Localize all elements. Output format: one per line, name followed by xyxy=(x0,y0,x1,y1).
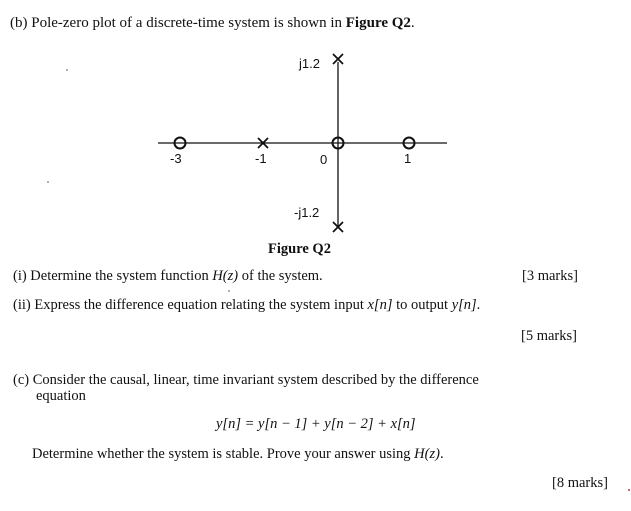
question-i-math: H(z) xyxy=(212,268,239,284)
part-c-determine xyxy=(32,445,444,463)
pole-zero-plot xyxy=(0,0,631,250)
label-zero-pos1: 1 xyxy=(404,151,412,166)
question-ii-suffix: . xyxy=(476,297,481,313)
scan-speck xyxy=(228,290,230,292)
question-i-suffix: of the system. xyxy=(238,268,323,284)
figure-caption: Figure Q2 xyxy=(268,241,331,257)
part-c-determine-math: H(z) xyxy=(414,446,440,462)
question-ii-math-input: x[n] xyxy=(367,297,393,313)
label-top-pole: j1.2 xyxy=(299,56,320,71)
part-c-line1: (c) Consider the causal, linear, time invariant system described by the difference xyxy=(13,372,479,388)
scan-speck xyxy=(628,489,630,491)
label-pole-neg1: -1 xyxy=(255,151,267,166)
question-i xyxy=(13,267,323,285)
figure-reference: Figure Q2 xyxy=(345,15,411,31)
label-zero-neg3: -3 xyxy=(170,151,182,166)
question-ii-middle: to output xyxy=(392,297,452,313)
part-b-intro-suffix: . xyxy=(410,15,415,31)
part-c-determine-suffix: . xyxy=(439,446,444,462)
question-i-text: (i) Determine the system function xyxy=(13,268,213,284)
label-bottom-pole: -j1.2 xyxy=(294,205,320,220)
question-ii-marks: [5 marks] xyxy=(521,328,577,344)
question-ii-text: (ii) Express the difference equation relating the system input xyxy=(13,297,368,313)
scan-speck xyxy=(66,69,68,71)
question-ii-math-output: y[n] xyxy=(451,297,477,313)
part-c-line2: equation xyxy=(36,388,86,404)
scan-speck xyxy=(47,181,49,183)
label-origin: 0 xyxy=(320,152,328,167)
question-i-marks: [3 marks] xyxy=(522,268,578,284)
difference-equation: y[n] = y[n − 1] + y[n − 2] + x[n] xyxy=(216,416,416,432)
part-b-intro-text: (b) Pole-zero plot of a discrete-time system is shown in xyxy=(10,15,346,31)
part-c-marks: [8 marks] xyxy=(552,475,608,491)
question-ii xyxy=(13,296,480,314)
part-c-determine-text: Determine whether the system is stable. Prove your answer using xyxy=(32,446,415,462)
